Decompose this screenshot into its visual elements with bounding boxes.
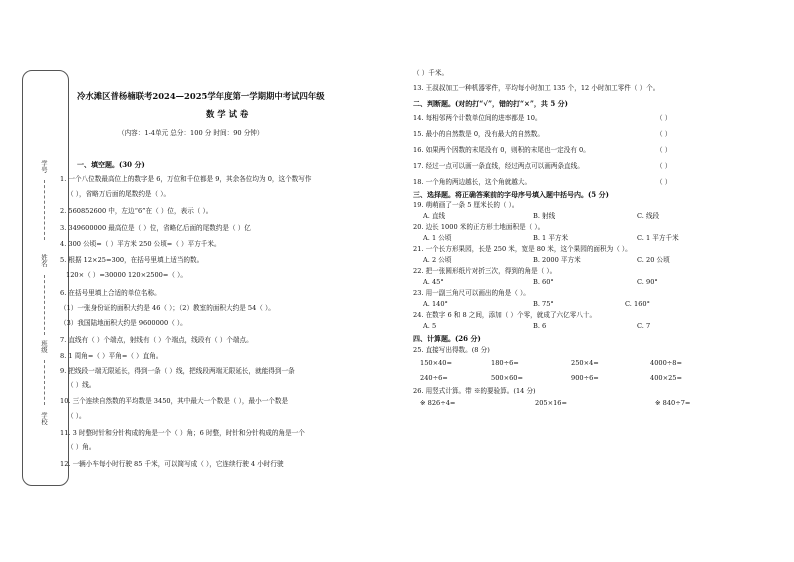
judge-answer-blank: （ ） — [656, 130, 672, 138]
choice-option-c: C. 线段 — [637, 212, 660, 220]
exam-subject: 数 学 试 卷 — [206, 109, 249, 119]
question-line: （ ）千米。 — [413, 69, 449, 77]
judge-answer-blank: （ ） — [656, 178, 672, 186]
choice-option-a: A. 45° — [423, 278, 444, 286]
question-line: 25. 直接写出得数。(8 分) — [413, 346, 490, 354]
binder-label-class: 班级 — [40, 340, 48, 353]
calc-item: 4000÷8= — [650, 359, 683, 367]
choice-question: 24. 在数字 6 和 8 之间，添加（ ）个零，就成了六亿零八十。 — [413, 311, 597, 319]
question-line: 120×（ ）=30000 120×2500=（ ）。 — [66, 271, 187, 279]
choice-option-b: B. 75° — [533, 300, 554, 308]
cut-line-1 — [44, 180, 45, 240]
judge-question: 16. 如果两个因数的末尾没有 0，则积的末尾也一定没有 0。 — [413, 146, 590, 154]
question-line: 4. 300 公顷=（ ）平方米 250 公顷=（ ）平方千米。 — [60, 240, 221, 248]
choice-option-a: A. 1 公顷 — [423, 234, 452, 242]
choice-option-c: C. 90° — [637, 278, 658, 286]
judge-question: 18. 一个角的两边越长，这个角就越大。 — [413, 178, 532, 186]
choice-option-c: C. 1 平方千米 — [637, 234, 679, 242]
exam-info: （内容：1-4单元 总分：100 分 时间：90 分钟） — [118, 129, 264, 137]
question-line: （ ）。 — [67, 412, 86, 420]
section-calc-heading: 四、计算题。(26 分) — [413, 334, 481, 343]
question-line: 9. 把线段一端无限延长，得到一条（ ）线，把线段两端无限延长，就能得到一条 — [60, 367, 295, 375]
choice-option-a: A. 直线 — [423, 212, 446, 220]
question-line: 13. 王叔叔加工一种机器零件，平均每小时加工 135 个，12 小时加工零件（ ）个。 — [413, 84, 660, 92]
judge-answer-blank: （ ） — [656, 162, 672, 170]
judge-answer-blank: （ ） — [656, 114, 672, 122]
choice-option-c: C. 160° — [625, 300, 650, 308]
question-line: （ ）角。 — [67, 443, 96, 451]
choice-option-b: B. 1 平方米 — [533, 234, 569, 242]
judge-question: 15. 最小的自然数是 0，没有最大的自然数。 — [413, 130, 544, 138]
section-fill-blank-heading: 一、填空题。(30 分) — [77, 160, 145, 169]
choice-question: 22. 把一张圆形纸片对折三次，得到的角是（ ）。 — [413, 267, 557, 275]
question-line: 3. 349600000 最高位是（ ）位，省略亿后面的尾数约是（ ）亿 — [60, 224, 251, 232]
calc-item: 250×4= — [571, 359, 599, 367]
choice-option-b: B. 60° — [533, 278, 554, 286]
choice-option-a: A. 2 公顷 — [423, 256, 452, 264]
vertical-calc-item: ※ 826÷4= — [420, 399, 456, 407]
vertical-calc-item: 205×16= — [535, 399, 568, 407]
question-line: （ ），省略万后面的尾数约是（ ）。 — [67, 190, 171, 198]
question-line: 7. 直线有（ ）个端点，射线有（ ）个端点，线段有（ ）个端点。 — [60, 336, 253, 344]
judge-question: 17. 经过一点可以画一条直线，经过两点可以画两条直线。 — [413, 162, 584, 170]
choice-option-c: C. 20 公顷 — [637, 256, 670, 264]
question-line: 1. 一个八位数最高位上的数字是 6，万位和千位都是 9，其余各位均为 0，这个数写作 — [60, 175, 312, 183]
question-line: 5. 根据 12×25=300，在括号里填上适当的数。 — [60, 256, 204, 264]
question-line: 26. 用竖式计算。带 ※的要验算。(14 分) — [413, 387, 536, 395]
choice-question: 23. 用一副三角尺可以画出的角是（ ）。 — [413, 289, 530, 297]
cut-line-2 — [44, 275, 45, 335]
question-line: 11. 3 时整时针和分针构成的角是一个（ ）角；6 时整，时针和分针构成的角是一个 — [60, 429, 305, 437]
calc-item: 900÷6= — [571, 374, 599, 382]
question-line: 12. 一辆小车每小时行驶 85 千米，可以简写成（ ），它连续行驶 4 小时行驶 — [60, 460, 284, 468]
choice-option-a: A. 5 — [423, 322, 437, 330]
binder-label-school: 学校 — [40, 412, 48, 425]
choice-option-b: B. 6 — [533, 322, 547, 330]
exam-title: 冷水滩区普杨楠联考2024—2025学年度第一学期期中考试四年级 — [77, 91, 325, 101]
binder-label-id: 学号 — [40, 160, 48, 173]
section-choice-heading: 三、选择题。将正确答案前的字母序号填入题中括号内。(5 分) — [413, 190, 609, 199]
question-line: 8. 1 周角=（ ）平角=（ ）直角。 — [60, 352, 163, 360]
choice-question: 21. 一个长方形果园，长是 250 米，宽是 80 米，这个果园的面积为（ ）。 — [413, 245, 632, 253]
calc-item: 150×40= — [420, 359, 453, 367]
cut-line-3 — [44, 360, 45, 405]
calc-item: 400×25= — [650, 374, 683, 382]
choice-option-a: A. 140° — [423, 300, 448, 308]
vertical-calc-item: ※ 840÷7= — [655, 399, 691, 407]
calc-item: 180÷6= — [491, 359, 519, 367]
choice-option-b: B. 射线 — [533, 212, 556, 220]
section-judge-heading: 二、判断题。(对的打“√”，错的打“×”，共 5 分) — [413, 99, 568, 108]
question-line: （ ）线。 — [67, 381, 96, 389]
question-line: 10. 三个连续自然数的平均数是 3450，其中最大一个数是（ ），最小一个数是 — [60, 397, 289, 405]
choice-option-c: C. 7 — [637, 322, 651, 330]
calc-item: 240÷6= — [420, 374, 448, 382]
binder-label-name: 姓名 — [40, 254, 48, 267]
choice-question: 19. 萌萌画了一条 5 厘米长的（ ）。 — [413, 201, 519, 209]
choice-question: 20. 边长 1000 米的正方形土地面积是（ ）。 — [413, 223, 545, 231]
calc-item: 500×60= — [491, 374, 524, 382]
judge-answer-blank: （ ） — [656, 146, 672, 154]
question-line: （1）一张身份证的面积大约是 46（ ）；（2）教室的面积大约是 54（ ）。 — [60, 304, 275, 312]
question-line: 6. 在括号里填上合适的单位名称。 — [60, 289, 161, 297]
question-line: （3）我国陆地面积大约是 9600000（ ）。 — [60, 319, 187, 327]
choice-option-b: B. 2000 平方米 — [533, 256, 581, 264]
judge-question: 14. 每相邻两个计数单位间的进率都是 10。 — [413, 114, 542, 122]
question-line: 2. 560852600 中，左边“6”在（ ）位，表示（ ）。 — [60, 207, 213, 215]
